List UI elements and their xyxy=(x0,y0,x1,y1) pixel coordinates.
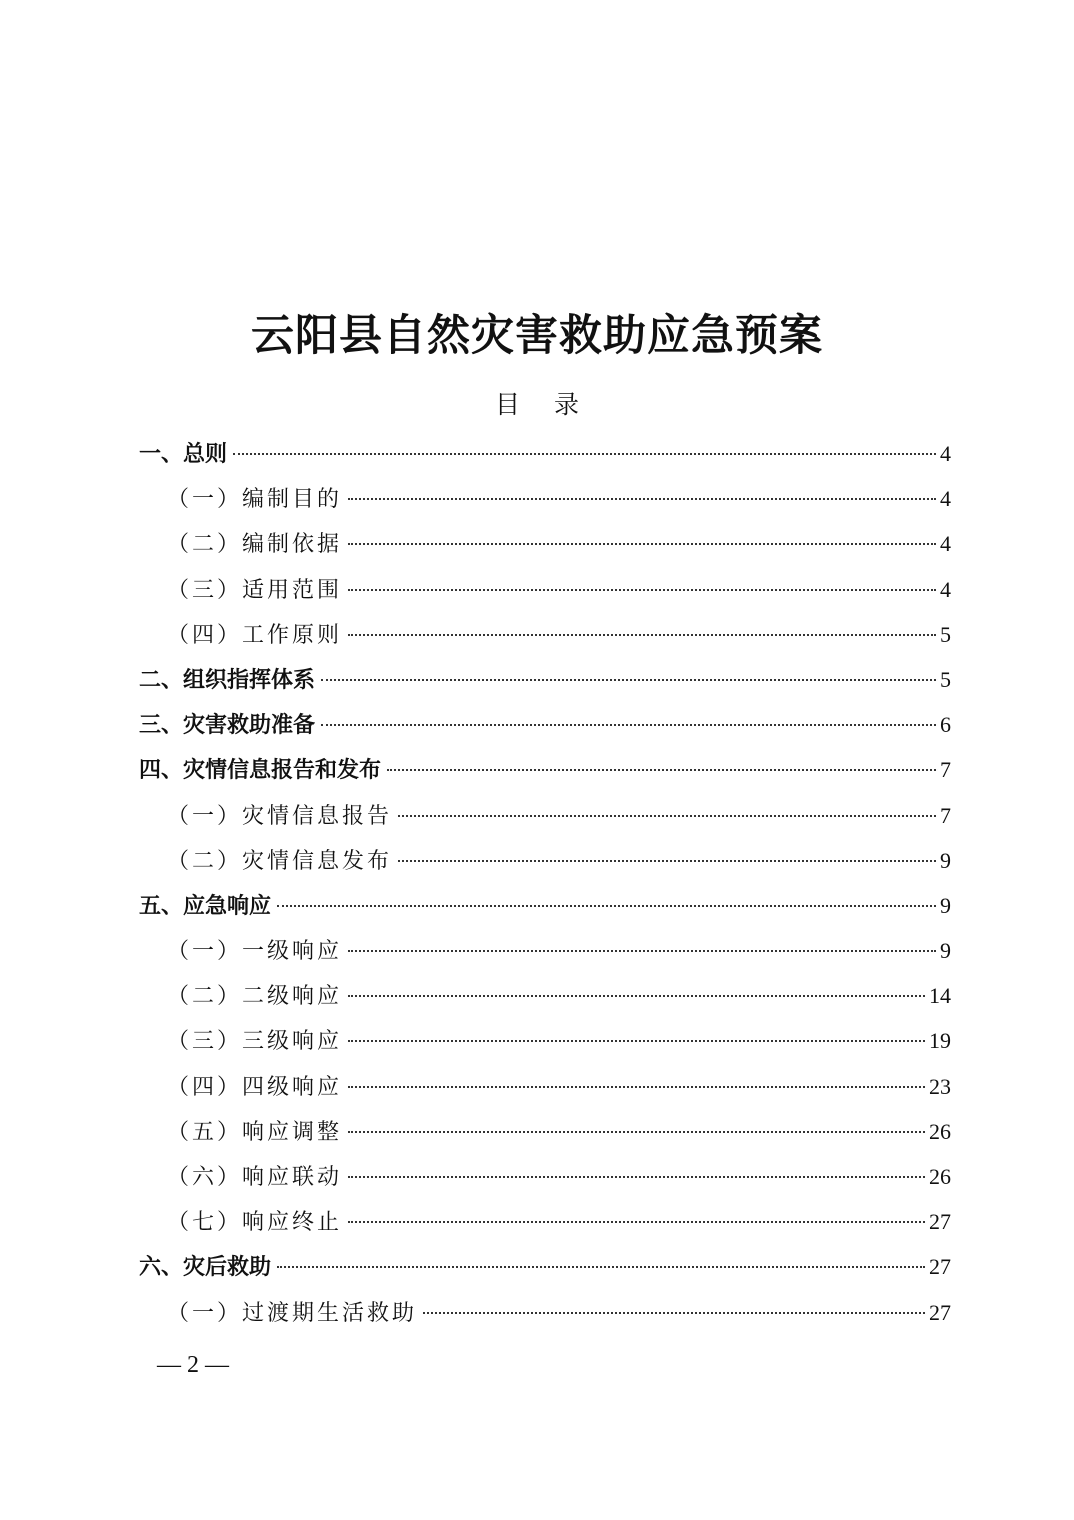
toc-entry-label: （二）编制依据 xyxy=(167,532,343,558)
dot-leader xyxy=(277,1266,925,1268)
toc-entry-label: （三）适用范围 xyxy=(167,577,343,603)
toc-entry-label: （一）过渡期生活救助 xyxy=(167,1300,418,1326)
toc-entry-label: 五、应急响应 xyxy=(139,893,272,919)
toc-entry[interactable] xyxy=(139,1109,951,1154)
dot-leader xyxy=(233,453,936,455)
dot-leader xyxy=(348,950,936,952)
page-number: — 2 — xyxy=(157,1352,229,1378)
toc-entry-label: （一）灾情信息报告 xyxy=(167,803,393,829)
toc-heading-char-1: 目 xyxy=(494,390,520,419)
dot-leader xyxy=(348,1176,925,1178)
toc-entry-label: （三）三级响应 xyxy=(167,1029,343,1055)
toc-entry[interactable] xyxy=(139,1154,951,1199)
toc-entry-label: 一、总则 xyxy=(139,442,228,467)
toc-entry[interactable] xyxy=(139,883,951,928)
toc-entry-page: 9 xyxy=(940,847,951,873)
toc-entry[interactable] xyxy=(139,1064,951,1109)
toc-entry[interactable] xyxy=(139,476,951,521)
toc-entry[interactable] xyxy=(139,747,951,792)
toc-entry-page: 9 xyxy=(940,938,951,964)
toc-entry-label: 四、灾情信息报告和发布 xyxy=(139,758,382,784)
dot-leader xyxy=(398,860,936,862)
toc-entry-page: 27 xyxy=(929,1254,951,1280)
toc-entry-page: 27 xyxy=(929,1209,951,1235)
toc-entry-page: 14 xyxy=(929,983,951,1009)
toc-entry[interactable] xyxy=(139,1290,951,1335)
document-title: 云阳县自然灾害救助应急预案 xyxy=(251,311,823,361)
toc-entry-label: （一）编制目的 xyxy=(167,487,343,513)
toc-entry-page: 23 xyxy=(929,1073,951,1099)
toc-entry-page: 4 xyxy=(940,531,951,557)
dot-leader xyxy=(348,589,936,591)
toc-entry-label: （七）响应终止 xyxy=(167,1210,343,1236)
dot-leader xyxy=(321,724,936,726)
toc-entry-page: 4 xyxy=(940,576,951,602)
toc-entry[interactable] xyxy=(139,612,951,657)
toc-entry-label: （二）二级响应 xyxy=(167,984,343,1010)
toc-entry-label: （六）响应联动 xyxy=(167,1165,343,1190)
toc-entry[interactable] xyxy=(139,431,951,476)
toc-entry-page: 4 xyxy=(940,441,951,466)
dot-leader xyxy=(387,769,936,771)
toc-entry[interactable] xyxy=(139,567,951,612)
dot-leader xyxy=(398,815,936,817)
toc-entry[interactable] xyxy=(139,1244,951,1289)
toc-heading xyxy=(0,388,1074,422)
dot-leader xyxy=(321,679,936,681)
dot-leader xyxy=(348,1131,925,1133)
toc-entry-label: （五）响应调整 xyxy=(167,1119,343,1145)
toc-entry[interactable] xyxy=(139,657,951,702)
dot-leader xyxy=(348,1086,925,1088)
toc-entry-label: （四）工作原则 xyxy=(167,622,343,648)
toc-entry-label: 三、灾害救助准备 xyxy=(139,713,316,739)
toc-heading-char-2: 录 xyxy=(554,390,580,419)
toc-entry-page: 7 xyxy=(940,757,951,783)
toc-entry-page: 5 xyxy=(940,666,951,692)
toc-entry[interactable] xyxy=(139,928,951,973)
toc-entry-page: 26 xyxy=(929,1118,951,1144)
toc-entry[interactable] xyxy=(139,702,951,747)
dot-leader xyxy=(277,905,936,907)
toc-entry[interactable] xyxy=(139,838,951,883)
toc-entry-label: 六、灾后救助 xyxy=(139,1255,272,1281)
dot-leader xyxy=(348,1221,925,1223)
toc-entry-page: 26 xyxy=(929,1164,951,1189)
toc-entry[interactable] xyxy=(139,1018,951,1063)
toc-entry-label: （二）灾情信息发布 xyxy=(167,848,393,874)
table-of-contents xyxy=(139,431,951,1335)
dot-leader xyxy=(423,1312,925,1314)
toc-entry-page: 6 xyxy=(940,712,951,738)
toc-entry-label: （四）四级响应 xyxy=(167,1074,343,1100)
toc-entry[interactable] xyxy=(139,973,951,1018)
toc-entry-page: 7 xyxy=(940,802,951,828)
toc-entry-label: 二、组织指挥体系 xyxy=(139,667,316,693)
toc-entry-label: （一）一级响应 xyxy=(167,939,343,965)
toc-entry-page: 19 xyxy=(929,1028,951,1054)
dot-leader xyxy=(348,634,936,636)
dot-leader xyxy=(348,995,925,997)
toc-entry[interactable] xyxy=(139,793,951,838)
toc-entry-page: 27 xyxy=(929,1299,951,1325)
toc-entry[interactable] xyxy=(139,521,951,566)
dot-leader xyxy=(348,1040,925,1042)
toc-entry-page: 4 xyxy=(940,486,951,512)
dot-leader xyxy=(348,543,936,545)
toc-entry-page: 5 xyxy=(940,621,951,647)
toc-entry-page: 9 xyxy=(940,892,951,918)
toc-entry[interactable] xyxy=(139,1199,951,1244)
dot-leader xyxy=(348,498,936,500)
